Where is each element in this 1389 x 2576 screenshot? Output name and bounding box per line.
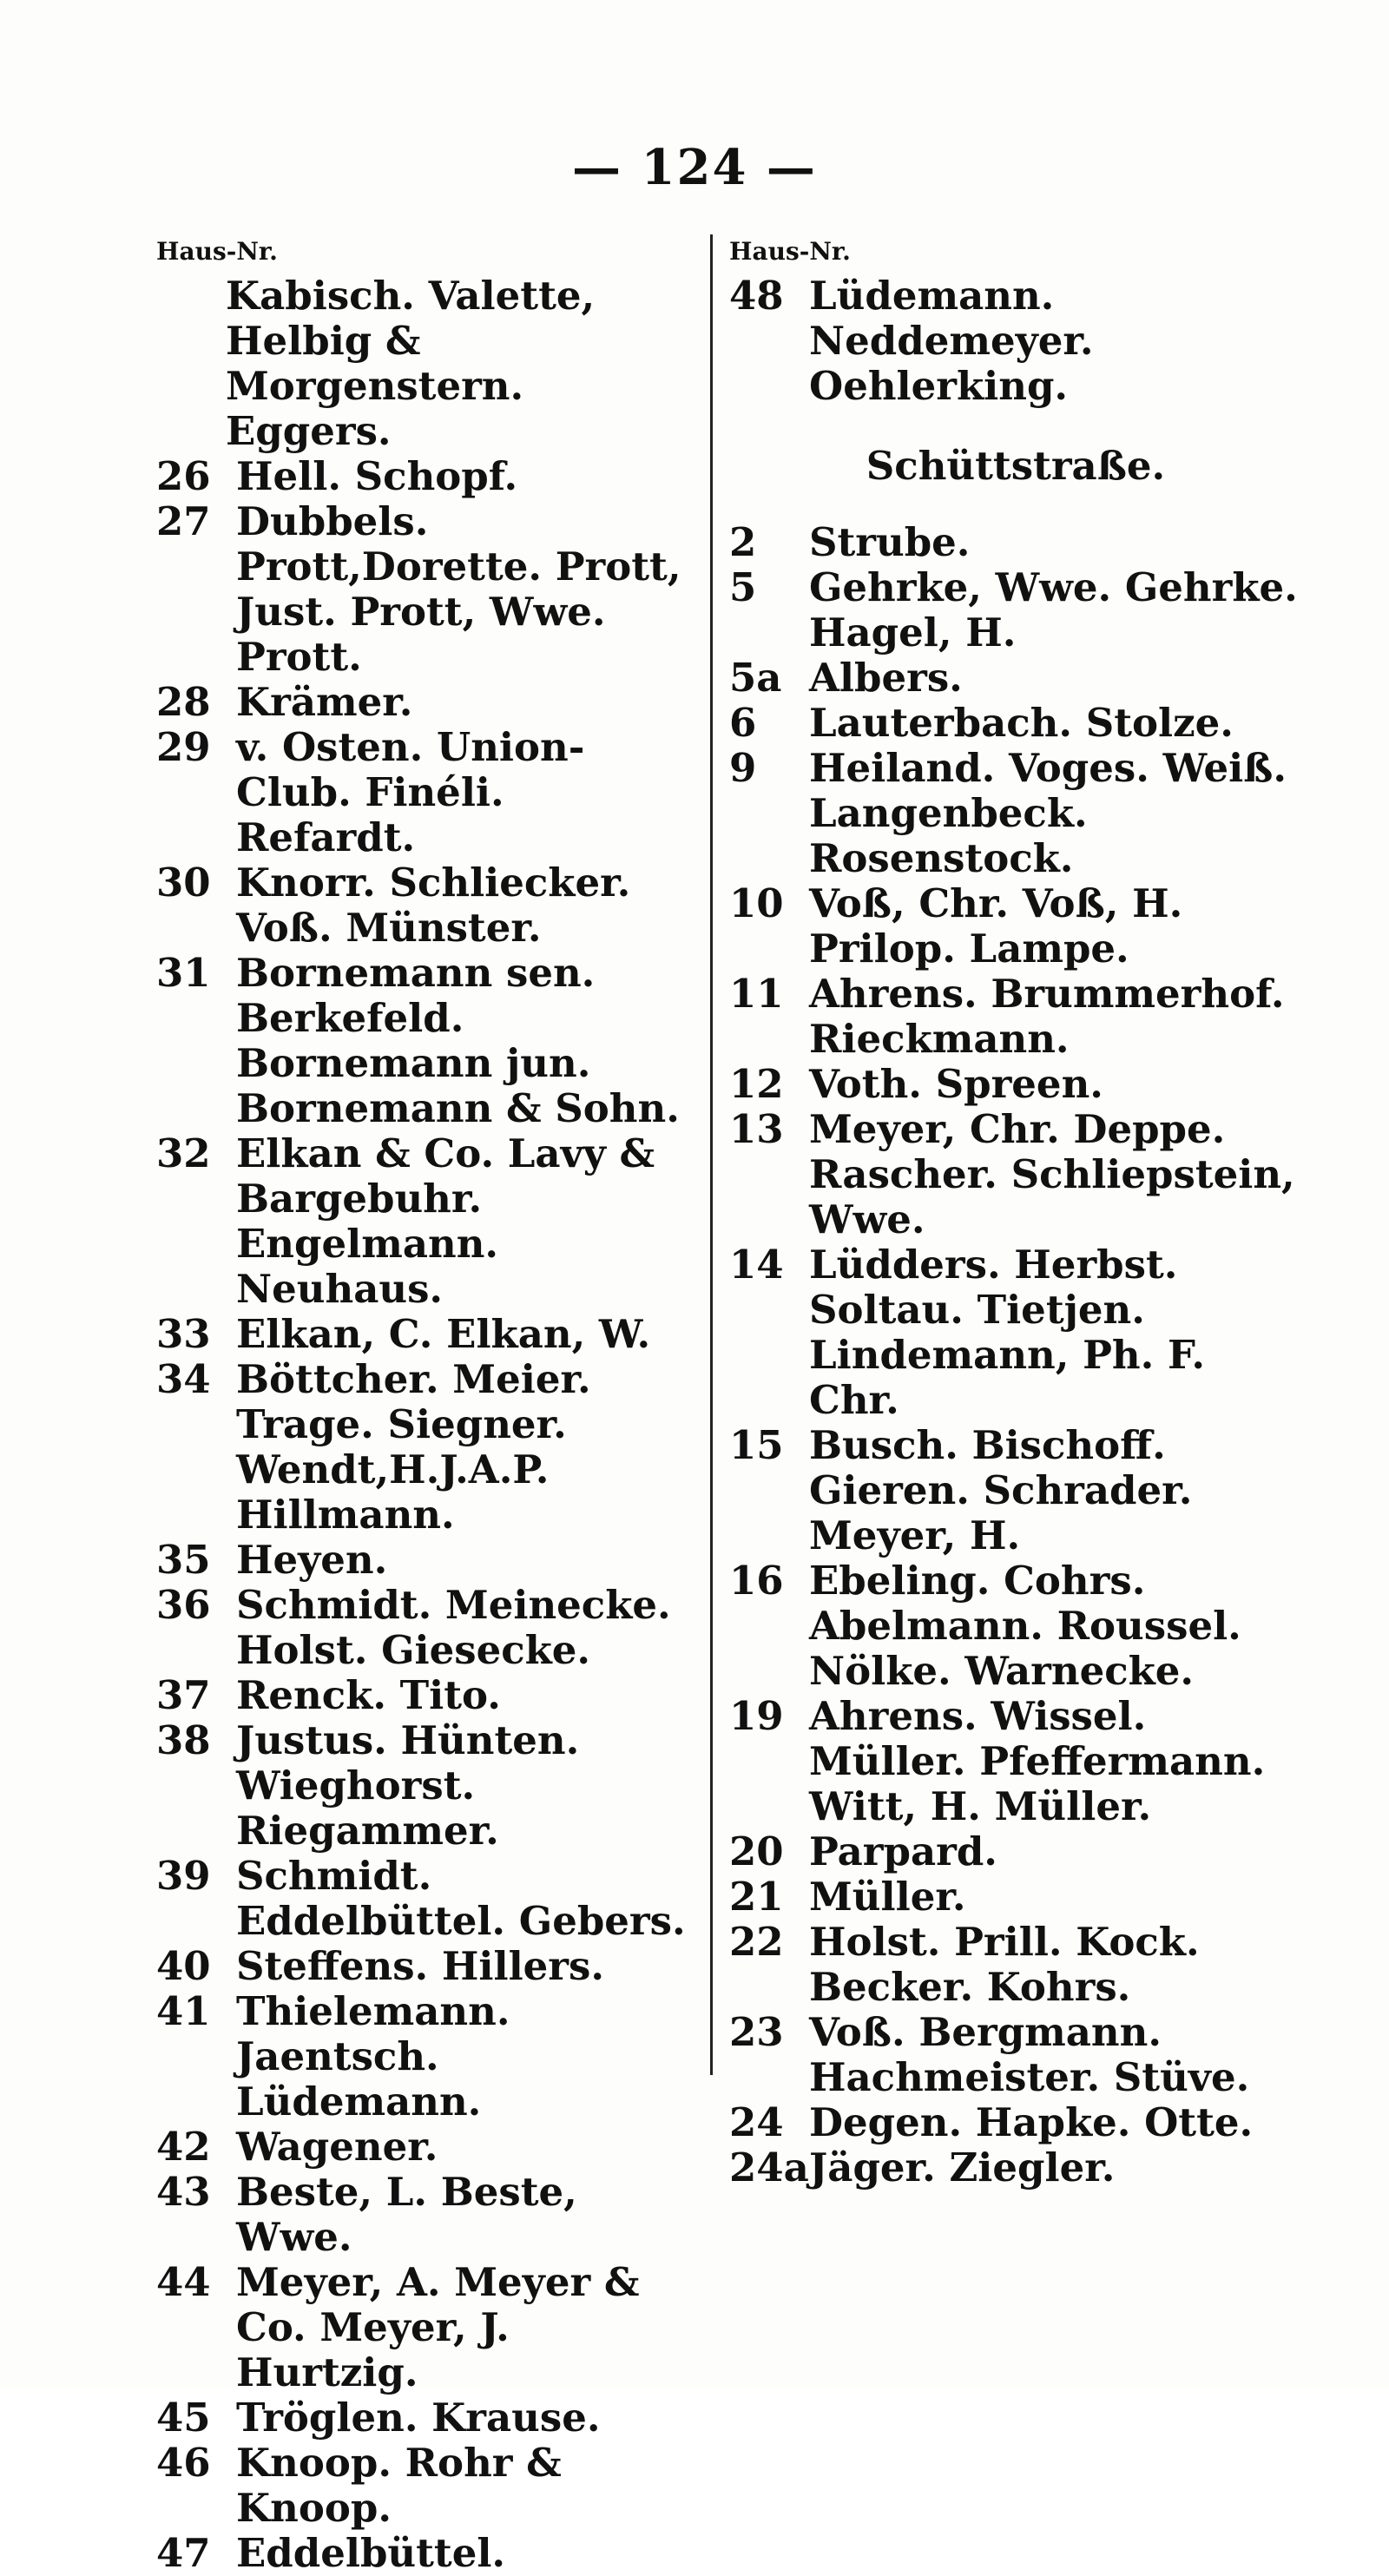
address-entry: [729, 520, 1302, 565]
house-number: 19: [729, 1693, 784, 1739]
address-entry: [156, 1989, 694, 2125]
resident-names: Holst. Prill. Kock. Becker. Kohrs.: [809, 1919, 1200, 2010]
address-entry: [156, 2531, 694, 2576]
address-entry: [156, 680, 694, 725]
resident-names: Lauterbach. Stolze.: [809, 700, 1234, 746]
house-number: 48: [729, 273, 784, 319]
resident-names: Renck. Tito.: [236, 1672, 501, 1718]
page-number: — 124 —: [572, 139, 817, 196]
address-entry: [729, 746, 1302, 881]
resident-names: Lüdders. Herbst. Soltau. Tietjen. Lindemann, Ph. F. Chr.: [809, 1242, 1206, 1423]
address-entry: [156, 1583, 694, 1673]
address-entry: [729, 656, 1302, 701]
house-number: 15: [729, 1422, 784, 1468]
address-entry: [156, 2395, 694, 2441]
house-number: 24: [729, 2099, 784, 2145]
right-column: [729, 230, 1302, 2191]
house-number: 37: [156, 1672, 211, 1718]
right-column-header: Haus-Nr.: [729, 237, 851, 266]
resident-names: Degen. Hapke. Otte.: [809, 2099, 1254, 2145]
house-number: 9: [729, 745, 757, 791]
resident-names: Justus. Hünten. Wieghorst. Riegammer.: [236, 1717, 580, 1854]
house-number: 40: [156, 1943, 211, 1989]
resident-names: Voß. Bergmann. Hachmeister. Stüve.: [809, 2009, 1250, 2100]
address-entry: [156, 454, 694, 499]
address-entry: [729, 881, 1302, 972]
address-entry: [156, 1312, 694, 1357]
house-number: 10: [729, 880, 784, 926]
house-number: 14: [729, 1242, 784, 1288]
address-entry: [156, 273, 694, 454]
resident-names: Albers.: [809, 655, 963, 701]
resident-names: Elkan, C. Elkan, W.: [236, 1311, 651, 1357]
house-number: 44: [156, 2259, 211, 2305]
address-entry: [729, 2010, 1302, 2100]
address-entry: [729, 1558, 1302, 1694]
house-number: 26: [156, 453, 211, 499]
address-entry: [729, 1242, 1302, 1423]
house-number: 33: [156, 1311, 211, 1357]
house-number: 41: [156, 1988, 211, 2034]
house-number: 36: [156, 1582, 211, 1628]
house-number: 29: [156, 724, 211, 770]
address-entry: [729, 1423, 1302, 1558]
house-number: 24a: [729, 2144, 809, 2191]
address-entry: [156, 725, 694, 860]
house-number: 27: [156, 498, 211, 544]
resident-names: Knoop. Rohr & Knoop.: [236, 2440, 562, 2531]
resident-names: Lüdemann. Neddemeyer. Oehlerking.: [809, 273, 1094, 409]
resident-names: Voth. Spreen.: [809, 1061, 1103, 1107]
address-entry: [156, 951, 694, 1131]
resident-names: Meyer, A. Meyer & Co. Meyer, J. Hurtzig.: [236, 2259, 640, 2395]
address-entry: [156, 1357, 694, 1538]
address-entry: [156, 1131, 694, 1312]
address-entry: [156, 1854, 694, 1944]
address-entry: [156, 2441, 694, 2531]
resident-names: Bornemann sen. Berkefeld. Bornemann jun. Bornemann & Sohn.: [236, 950, 680, 1131]
house-number: 31: [156, 950, 211, 996]
address-entry: [729, 1920, 1302, 2010]
right-entry-list-before-section: [729, 273, 1302, 409]
left-entry-list: [156, 273, 694, 2576]
resident-names: Busch. Bischoff. Gieren. Schrader. Meyer, H.: [809, 1422, 1193, 1558]
house-number: 20: [729, 1828, 784, 1874]
house-number: 47: [156, 2530, 211, 2576]
right-entry-list: [729, 520, 1302, 2191]
address-entry: [156, 2170, 694, 2260]
resident-names: Tröglen. Krause.: [236, 2395, 601, 2441]
resident-names: Eddelbüttel.: [236, 2530, 506, 2576]
house-number: 5: [729, 564, 757, 610]
resident-names: Ahrens. Wissel. Müller. Pfeffermann. Witt, H. Müller.: [809, 1693, 1266, 1829]
resident-names: Jäger. Ziegler.: [809, 2144, 1116, 2191]
section-title: Schüttstraße.: [866, 443, 1166, 489]
resident-names: Meyer, Chr. Deppe. Rascher. Schliepstein, Wwe.: [809, 1106, 1295, 1242]
resident-names: Elkan & Co. Lavy & Bargebuhr. Engelmann. Neuhaus.: [236, 1130, 655, 1312]
address-entry: [156, 2125, 694, 2170]
house-number: 30: [156, 860, 211, 906]
house-number: 6: [729, 700, 757, 746]
house-number: 11: [729, 971, 784, 1017]
address-entry: [729, 972, 1302, 1062]
resident-names: Kabisch. Valette, Helbig & Morgenstern. Eggers.: [226, 273, 596, 454]
address-entry: [156, 1673, 694, 1718]
resident-names: Gehrke, Wwe. Gehrke. Hagel, H.: [809, 564, 1298, 656]
address-entry: [729, 701, 1302, 746]
address-entry: [729, 273, 1302, 409]
resident-names: Heiland. Voges. Weiß. Langenbeck. Rosenstock.: [809, 745, 1287, 881]
house-number: 5a: [729, 655, 782, 701]
left-column-header: Haus-Nr.: [156, 237, 278, 266]
resident-names: Dubbels. Prott,Dorette. Prott, Just. Prott, Wwe. Prott.: [236, 498, 681, 680]
address-entry: [729, 1107, 1302, 1242]
resident-names: Ahrens. Brummerhof. Rieckmann.: [809, 971, 1285, 1062]
address-entry: [729, 565, 1302, 656]
house-number: 32: [156, 1130, 211, 1176]
address-entry: [729, 1694, 1302, 1829]
resident-names: Böttcher. Meier. Trage. Siegner. Wendt,H.J.A.P. Hillmann.: [236, 1356, 591, 1538]
house-number: 13: [729, 1106, 784, 1152]
house-number: 21: [729, 1874, 784, 1920]
resident-names: v. Osten. Union-Club. Finéli. Refardt.: [236, 724, 585, 860]
house-number: 43: [156, 2169, 211, 2215]
resident-names: Thielemann. Jaentsch. Lüdemann.: [236, 1988, 510, 2125]
house-number: 2: [729, 519, 757, 565]
address-entry: [729, 1829, 1302, 1874]
resident-names: Voß, Chr. Voß, H. Prilop. Lampe.: [809, 880, 1183, 972]
house-number: 38: [156, 1717, 211, 1763]
address-entry: [729, 1874, 1302, 1920]
resident-names: Beste, L. Beste, Wwe.: [236, 2169, 577, 2260]
left-column: [156, 230, 694, 2576]
house-number: 16: [729, 1558, 784, 1604]
house-number: 42: [156, 2124, 211, 2170]
resident-names: Knorr. Schliecker. Voß. Münster.: [236, 860, 631, 951]
resident-names: Strube.: [809, 519, 971, 565]
address-entry: [729, 2145, 1302, 2191]
address-entry: [156, 2260, 694, 2395]
house-number: 39: [156, 1853, 211, 1899]
house-number: 46: [156, 2440, 211, 2486]
resident-names: Schmidt. Meinecke. Holst. Giesecke.: [236, 1582, 671, 1673]
address-entry: [156, 1538, 694, 1583]
address-entry: [729, 1062, 1302, 1107]
address-entry: [156, 860, 694, 951]
house-number: 22: [729, 1919, 784, 1965]
house-number: 34: [156, 1356, 211, 1402]
resident-names: Schmidt. Eddelbüttel. Gebers.: [236, 1853, 686, 1944]
resident-names: Ebeling. Cohrs. Abelmann. Roussel. Nölke. Warnecke.: [809, 1558, 1241, 1694]
resident-names: Parpard.: [809, 1828, 997, 1874]
address-entry: [729, 2100, 1302, 2145]
house-number: 45: [156, 2395, 211, 2441]
house-number: 23: [729, 2009, 784, 2055]
house-number: 12: [729, 1061, 784, 1107]
resident-names: Steffens. Hillers.: [236, 1943, 605, 1989]
house-number: 35: [156, 1537, 211, 1583]
column-divider: [710, 234, 713, 2075]
address-entry: [156, 1944, 694, 1989]
resident-names: Krämer.: [236, 679, 413, 725]
resident-names: Hell. Schopf.: [236, 453, 518, 499]
resident-names: Heyen.: [236, 1537, 388, 1583]
address-entry: [156, 1718, 694, 1854]
house-number: 28: [156, 679, 211, 725]
resident-names: Müller.: [809, 1874, 966, 1920]
address-entry: [156, 499, 694, 680]
resident-names: Wagener.: [236, 2124, 438, 2170]
